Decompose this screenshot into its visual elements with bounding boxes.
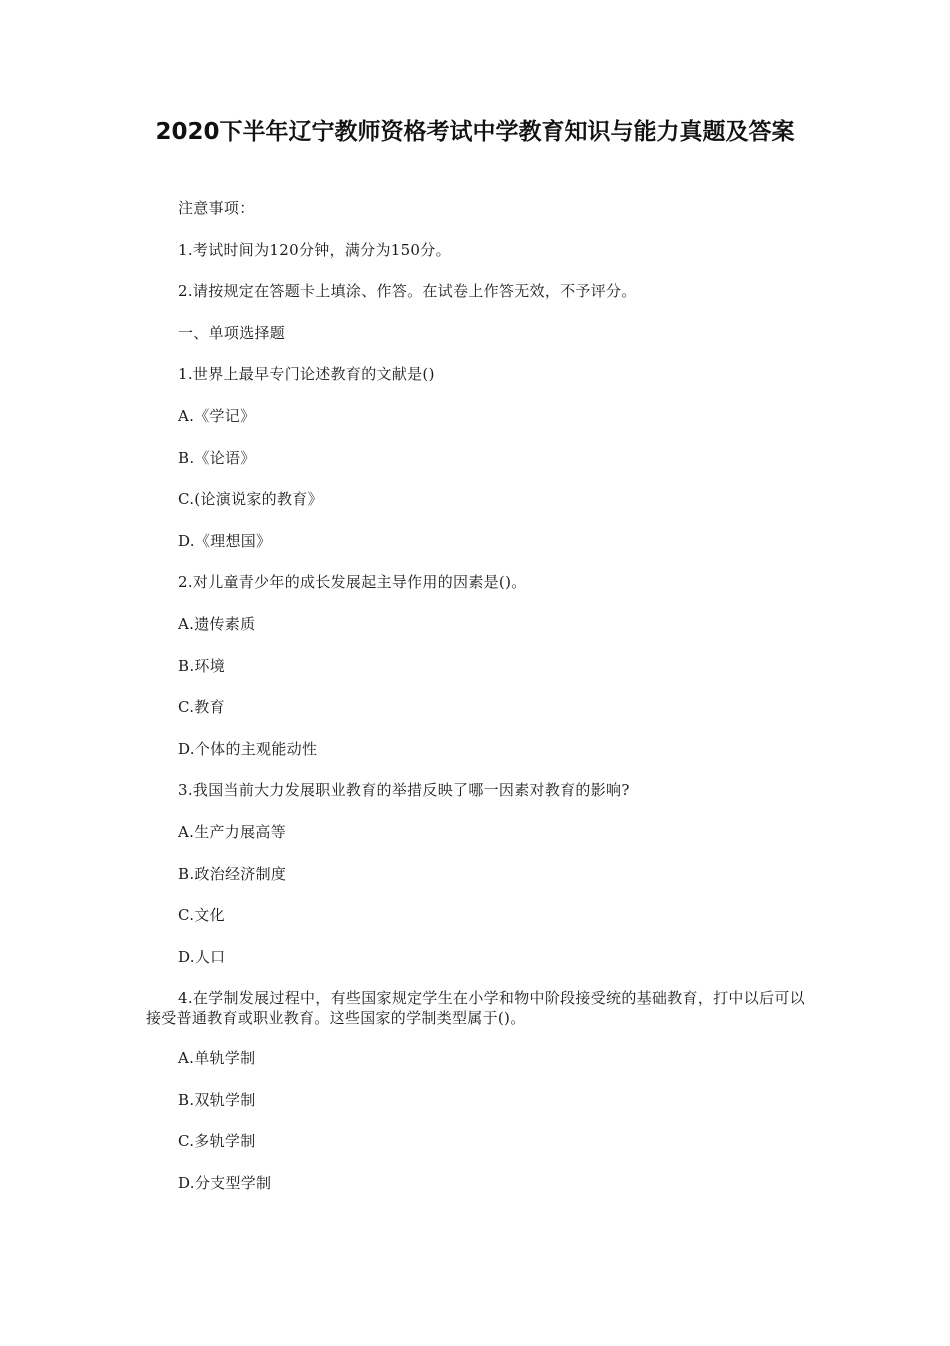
question-1-option-b: B.《论语》 <box>178 448 256 467</box>
notice-heading: 注意事项： <box>178 199 255 217</box>
question-3: 3.我国当前大力发展职业教育的举措反映了哪一因素对教育的影响? <box>178 781 630 800</box>
section-heading: 一、单项选择题 <box>178 323 286 342</box>
document-title: 2020下半年辽宁教师资格考试中学教育知识与能力真题及答案 <box>155 119 795 145</box>
question-4-option-d: D.分支型学制 <box>178 1174 272 1193</box>
question-4-option-a: A.单轨学制 <box>178 1049 256 1068</box>
document-body <box>146 198 806 1215</box>
question-4-option-c: C.多轨学制 <box>178 1132 256 1151</box>
question-2: 2.对儿童青少年的成长发展起主导作用的因素是()。 <box>178 573 527 592</box>
question-4-option-b: B.双轨学制 <box>178 1090 256 1109</box>
notice-item-1: 1.考试时间为120分钟，满分为150分。 <box>178 240 451 259</box>
question-2-option-a: A.遗传素质 <box>178 614 256 633</box>
question-2-option-d: D.个体的主观能动性 <box>178 739 318 758</box>
question-2-option-c: C.教育 <box>178 698 225 717</box>
question-3-option-d: D.人口 <box>178 947 226 966</box>
question-1-option-c: C.(论演说家的教育》 <box>178 490 323 509</box>
question-2-option-b: B.环境 <box>178 656 225 675</box>
question-1-option-d: D.《理想国》 <box>178 531 272 550</box>
question-3-option-b: B.政治经济制度 <box>178 864 287 883</box>
question-4: 4.在学制发展过程中，有些国家规定学生在小学和物中阶段接受统的基础教育，打中以后可以接受普通教育或职业教育。这些国家的学制类型属于()。 <box>146 989 805 1028</box>
question-3-option-a: A.生产力展高等 <box>178 822 287 841</box>
question-3-option-c: C.文化 <box>178 906 225 925</box>
question-1: 1.世界上最早专门论述教育的文献是() <box>178 365 435 384</box>
notice-item-2: 2.请按规定在答题卡上填涂、作答。在试卷上作答无效，不予评分。 <box>178 282 637 301</box>
question-1-option-a: A.《学记》 <box>178 406 256 425</box>
